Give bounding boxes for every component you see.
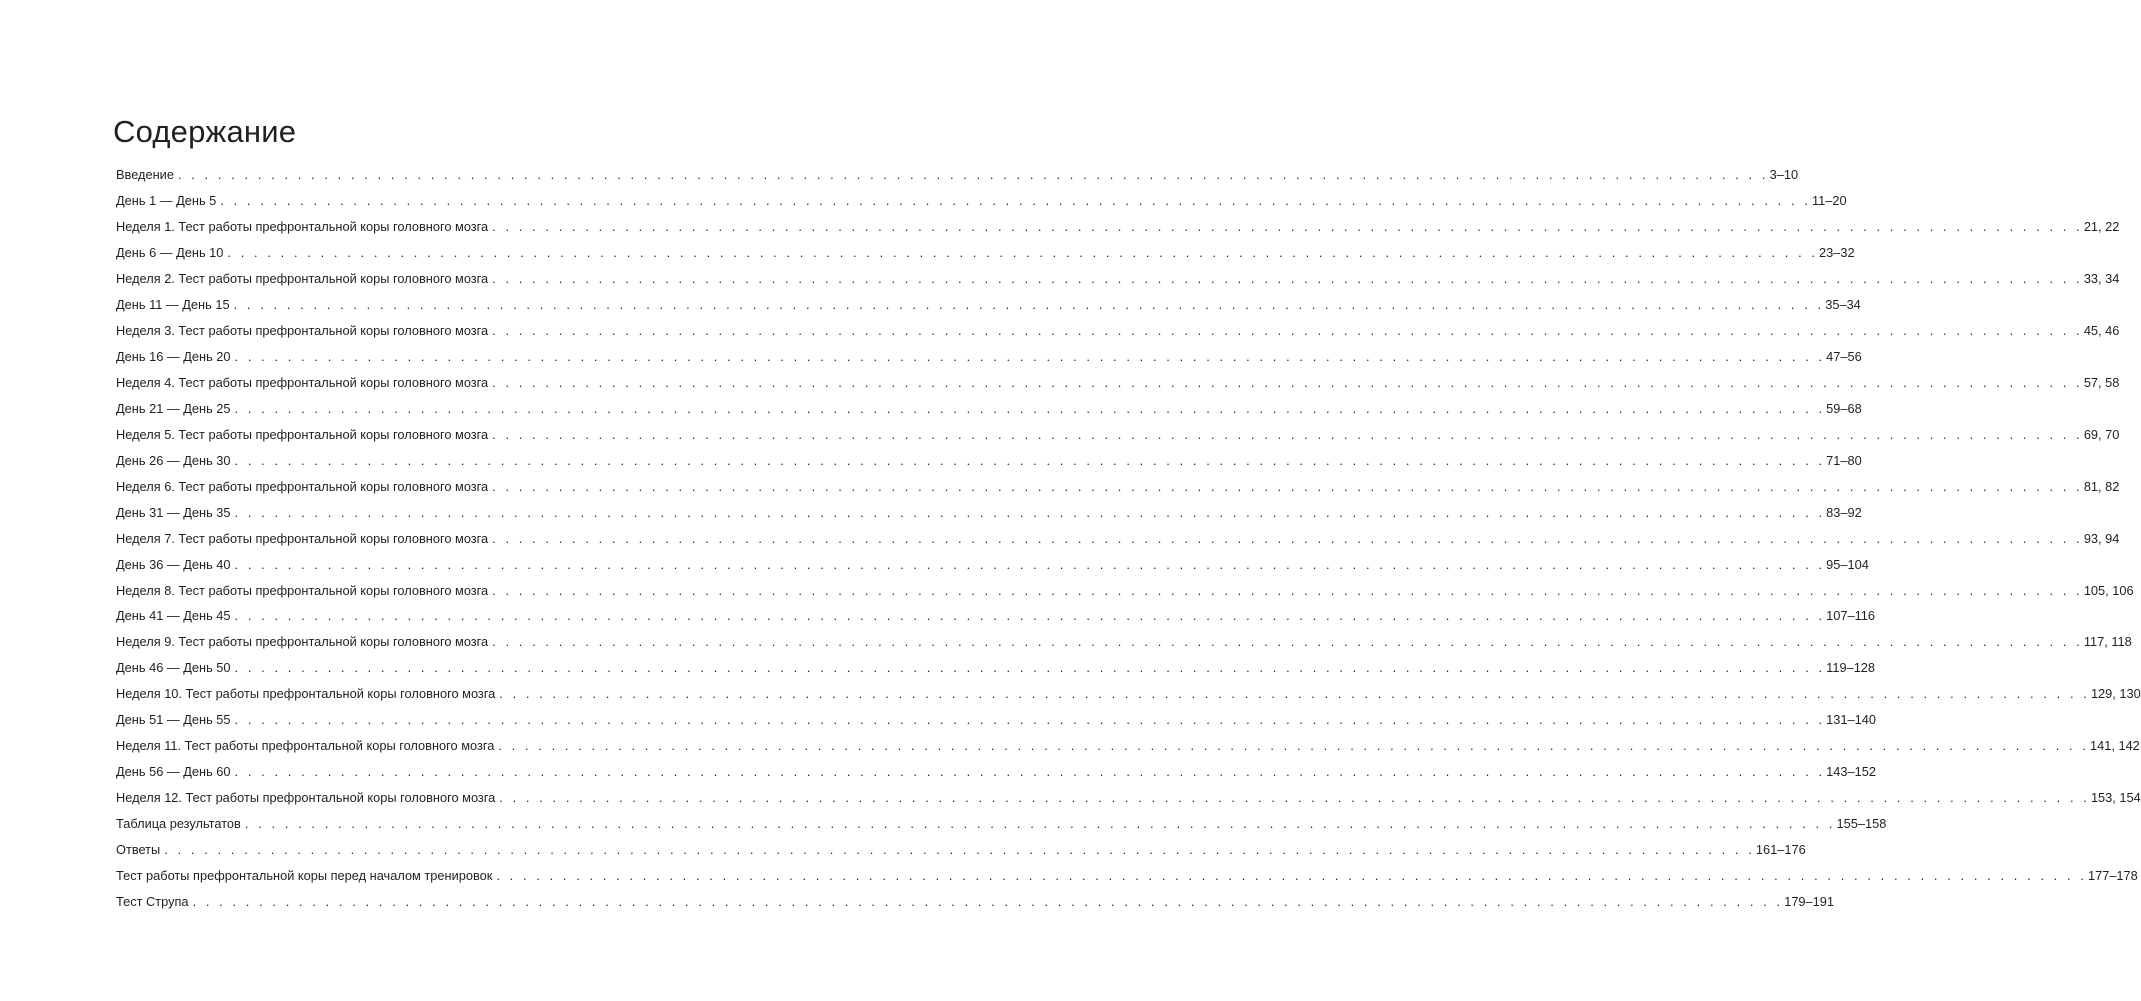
toc-entry-page-range: 119–128 bbox=[1826, 660, 1876, 676]
dot-leader: . . . . . . . . . . . . . . . . . . . . . . . . . . . . . . . . . . . . . . . . . . . . . . . . . . . . . . . . . . . . . . . . . . . . . . . . . . . . . . . . . . . . . . . . . . . . . . . . . . . . . . . . . . . . . . . . . . . . . . . . bbox=[234, 712, 1826, 728]
toc-entry-page-range: 107–116 bbox=[1826, 608, 1876, 624]
toc-entry-page-range: 131–140 bbox=[1826, 712, 1876, 728]
toc-entry bbox=[116, 243, 1855, 269]
toc-entry-label: Неделя 2. Тест работы префронтальной коры головного мозга bbox=[116, 270, 489, 286]
dot-leader: . . . . . . . . . . . . . . . . . . . . . . . . . . . . . . . . . . . . . . . . . . . . . . . . . . . . . . . . . . . . . . . . . . . . . . . . . . . . . . . . . . . . . . . . . . . . . . . . . . . . . . . . . . . . . . . . . . . . . . . . bbox=[498, 738, 2089, 754]
toc-entry-label: Неделя 1. Тест работы префронтальной коры головного мозга bbox=[116, 218, 489, 234]
toc-entry-page-range: 21, 22 bbox=[2083, 218, 2120, 234]
dot-leader: . . . . . . . . . . . . . . . . . . . . . . . . . . . . . . . . . . . . . . . . . . . . . . . . . . . . . . . . . . . . . . . . . . . . . . . . . . . . . . . . . . . . . . . . . . . . . . . . . . . . . . . . . . . . . . . . . . . . . . . . bbox=[177, 167, 1769, 182]
dot-leader: . . . . . . . . . . . . . . . . . . . . . . . . . . . . . . . . . . . . . . . . . . . . . . . . . . . . . . . . . . . . . . . . . . . . . . . . . . . . . . . . . . . . . . . . . . . . . . . . . . . . . . . . . . . . . . . . . . . . . . . . bbox=[164, 842, 1755, 858]
toc-entry bbox=[116, 684, 2141, 710]
toc-entry bbox=[116, 892, 1835, 918]
dot-leader: . . . . . . . . . . . . . . . . . . . . . . . . . . . . . . . . . . . . . . . . . . . . . . . . . . . . . . . . . . . . . . . . . . . . . . . . . . . . . . . . . . . . . . . . . . . . . . . . . . . . . . . . . . . . . . . . . . . . . . . . bbox=[492, 582, 2083, 598]
toc-entry bbox=[116, 736, 2140, 762]
toc-entry-page-range: 179–191 bbox=[1784, 894, 1835, 910]
toc-entry-label: Тест работы префронтальной коры перед началом тренировок bbox=[116, 868, 493, 884]
dot-leader: . . . . . . . . . . . . . . . . . . . . . . . . . . . . . . . . . . . . . . . . . . . . . . . . . . . . . . . . . . . . . . . . . . . . . . . . . . . . . . . . . . . . . . . . . . . . . . . . . . . . . . . . . . . . . . . . . . . . . . . . bbox=[227, 244, 1819, 260]
toc-entry bbox=[116, 321, 2120, 347]
toc-entry bbox=[116, 658, 1876, 684]
dot-leader: . . . . . . . . . . . . . . . . . . . . . . . . . . . . . . . . . . . . . . . . . . . . . . . . . . . . . . . . . . . . . . . . . . . . . . . . . . . . . . . . . . . . . . . . . . . . . . . . . . . . . . . . . . . . . . . . . . . . . . . . bbox=[492, 426, 2083, 442]
toc-entry-label: Неделя 9. Тест работы префронтальной коры головного мозга bbox=[116, 634, 489, 650]
toc-entry bbox=[116, 425, 2120, 451]
toc-entry bbox=[116, 581, 2134, 607]
toc-entry-label: Неделя 3. Тест работы префронтальной коры головного мозга bbox=[116, 322, 489, 338]
dot-leader: . . . . . . . . . . . . . . . . . . . . . . . . . . . . . . . . . . . . . . . . . . . . . . . . . . . . . . . . . . . . . . . . . . . . . . . . . . . . . . . . . . . . . . . . . . . . . . . . . . . . . . . . . . . . . . . . . . . . . . . . bbox=[499, 686, 2090, 702]
toc-entry-label: День 46 — День 50 bbox=[116, 660, 231, 676]
toc-entry bbox=[116, 529, 2120, 555]
toc-entry-label: Ответы bbox=[116, 842, 161, 858]
toc-entry-label: День 21 — День 25 bbox=[116, 400, 231, 416]
toc-entry-label: Неделя 7. Тест работы префронтальной коры головного мозга bbox=[116, 530, 489, 546]
dot-leader: . . . . . . . . . . . . . . . . . . . . . . . . . . . . . . . . . . . . . . . . . . . . . . . . . . . . . . . . . . . . . . . . . . . . . . . . . . . . . . . . . . . . . . . . . . . . . . . . . . . . . . . . . . . . . . . . . . . . . . . . bbox=[234, 556, 1826, 572]
table-of-contents bbox=[116, 165, 2141, 918]
toc-entry-page-range: 117, 118 bbox=[2083, 634, 2132, 650]
dot-leader: . . . . . . . . . . . . . . . . . . . . . . . . . . . . . . . . . . . . . . . . . . . . . . . . . . . . . . . . . . . . . . . . . . . . . . . . . . . . . . . . . . . . . . . . . . . . . . . . . . . . . . . . . . . . . . . . . . . . . . . . bbox=[492, 478, 2083, 494]
dot-leader: . . . . . . . . . . . . . . . . . . . . . . . . . . . . . . . . . . . . . . . . . . . . . . . . . . . . . . . . . . . . . . . . . . . . . . . . . . . . . . . . . . . . . . . . . . . . . . . . . . . . . . . . . . . . . . . . . . . . . . . . bbox=[244, 816, 1836, 832]
toc-entry-label: Неделя 6. Тест работы префронтальной коры головного мозга bbox=[116, 478, 489, 494]
toc-entry bbox=[116, 373, 2120, 399]
toc-entry-label: День 51 — День 55 bbox=[116, 712, 231, 728]
toc-entry bbox=[116, 840, 1806, 866]
toc-entry-label: День 31 — День 35 bbox=[116, 504, 231, 520]
toc-entry-label: Введение bbox=[116, 167, 174, 182]
toc-entry bbox=[116, 606, 1876, 632]
toc-entry bbox=[116, 165, 1799, 191]
toc-entry-page-range: 23–32 bbox=[1819, 244, 1855, 260]
dot-leader: . . . . . . . . . . . . . . . . . . . . . . . . . . . . . . . . . . . . . . . . . . . . . . . . . . . . . . . . . . . . . . . . . . . . . . . . . . . . . . . . . . . . . . . . . . . . . . . . . . . . . . . . . . . . . . . . . . . . . . . . bbox=[499, 790, 2090, 806]
toc-entry-page-range: 45, 46 bbox=[2083, 322, 2120, 338]
toc-entry-page-range: 105, 106 bbox=[2083, 582, 2134, 598]
toc-entry-label: День 1 — День 5 bbox=[116, 192, 217, 208]
dot-leader: . . . . . . . . . . . . . . . . . . . . . . . . . . . . . . . . . . . . . . . . . . . . . . . . . . . . . . . . . . . . . . . . . . . . . . . . . . . . . . . . . . . . . . . . . . . . . . . . . . . . . . . . . . . . . . . . . . . . . . . . bbox=[234, 400, 1826, 416]
toc-entry-label: День 16 — День 20 bbox=[116, 348, 231, 364]
dot-leader: . . . . . . . . . . . . . . . . . . . . . . . . . . . . . . . . . . . . . . . . . . . . . . . . . . . . . . . . . . . . . . . . . . . . . . . . . . . . . . . . . . . . . . . . . . . . . . . . . . . . . . . . . . . . . . . . . . . . . . . . bbox=[192, 894, 1784, 910]
dot-leader: . . . . . . . . . . . . . . . . . . . . . . . . . . . . . . . . . . . . . . . . . . . . . . . . . . . . . . . . . . . . . . . . . . . . . . . . . . . . . . . . . . . . . . . . . . . . . . . . . . . . . . . . . . . . . . . . . . . . . . . . bbox=[492, 530, 2083, 546]
toc-entry bbox=[116, 295, 1861, 321]
toc-entry bbox=[116, 451, 1862, 477]
toc-entry bbox=[116, 555, 1869, 581]
toc-entry bbox=[116, 217, 2120, 243]
toc-entry-page-range: 47–56 bbox=[1826, 348, 1862, 364]
toc-entry-label: Неделя 4. Тест работы префронтальной коры головного мозга bbox=[116, 374, 489, 390]
toc-entry bbox=[116, 399, 1862, 425]
toc-entry-page-range: 161–176 bbox=[1755, 842, 1806, 858]
toc-entry bbox=[116, 269, 2120, 295]
toc-entry-page-range: 57, 58 bbox=[2083, 374, 2120, 390]
toc-entry-page-range: 95–104 bbox=[1826, 556, 1869, 572]
toc-entry-label: Неделя 10. Тест работы префронтальной коры головного мозга bbox=[116, 686, 496, 702]
toc-entry-page-range: 69, 70 bbox=[2083, 426, 2120, 442]
toc-entry-label: День 11 — День 15 bbox=[116, 296, 230, 312]
toc-entry bbox=[116, 762, 1876, 788]
toc-entry-label: Неделя 5. Тест работы префронтальной коры головного мозга bbox=[116, 426, 489, 442]
toc-entry-page-range: 141, 142 bbox=[2089, 738, 2140, 754]
toc-entry-page-range: 153, 154 bbox=[2090, 790, 2141, 806]
toc-entry-page-range: 83–92 bbox=[1826, 504, 1862, 520]
toc-entry bbox=[116, 632, 2132, 658]
toc-entry bbox=[116, 347, 1862, 373]
toc-entry-page-range: 143–152 bbox=[1826, 764, 1876, 780]
toc-entry-page-range: 93, 94 bbox=[2083, 530, 2120, 546]
dot-leader: . . . . . . . . . . . . . . . . . . . . . . . . . . . . . . . . . . . . . . . . . . . . . . . . . . . . . . . . . . . . . . . . . . . . . . . . . . . . . . . . . . . . . . . . . . . . . . . . . . . . . . . . . . . . . . . . . . . . . . . . bbox=[492, 374, 2083, 390]
dot-leader: . . . . . . . . . . . . . . . . . . . . . . . . . . . . . . . . . . . . . . . . . . . . . . . . . . . . . . . . . . . . . . . . . . . . . . . . . . . . . . . . . . . . . . . . . . . . . . . . . . . . . . . . . . . . . . . . . . . . . . . . bbox=[234, 660, 1826, 676]
dot-leader: . . . . . . . . . . . . . . . . . . . . . . . . . . . . . . . . . . . . . . . . . . . . . . . . . . . . . . . . . . . . . . . . . . . . . . . . . . . . . . . . . . . . . . . . . . . . . . . . . . . . . . . . . . . . . . . . . . . . . . . . bbox=[234, 348, 1826, 364]
dot-leader: . . . . . . . . . . . . . . . . . . . . . . . . . . . . . . . . . . . . . . . . . . . . . . . . . . . . . . . . . . . . . . . . . . . . . . . . . . . . . . . . . . . . . . . . . . . . . . . . . . . . . . . . . . . . . . . . . . . . . . . . bbox=[492, 270, 2083, 286]
toc-entry-page-range: 177–178 bbox=[2087, 868, 2138, 884]
toc-entry bbox=[116, 503, 1862, 529]
dot-leader: . . . . . . . . . . . . . . . . . . . . . . . . . . . . . . . . . . . . . . . . . . . . . . . . . . . . . . . . . . . . . . . . . . . . . . . . . . . . . . . . . . . . . . . . . . . . . . . . . . . . . . . . . . . . . . . . . . . . . . . . bbox=[492, 634, 2083, 650]
toc-entry bbox=[116, 710, 1876, 736]
dot-leader: . . . . . . . . . . . . . . . . . . . . . . . . . . . . . . . . . . . . . . . . . . . . . . . . . . . . . . . . . . . . . . . . . . . . . . . . . . . . . . . . . . . . . . . . . . . . . . . . . . . . . . . . . . . . . . . . . . . . . . . . bbox=[220, 192, 1811, 208]
toc-entry-label: День 36 — День 40 bbox=[116, 556, 231, 572]
toc-entry-label: Неделя 8. Тест работы префронтальной коры головного мозга bbox=[116, 582, 489, 598]
toc-entry-label: Таблица результатов bbox=[116, 816, 241, 832]
dot-leader: . . . . . . . . . . . . . . . . . . . . . . . . . . . . . . . . . . . . . . . . . . . . . . . . . . . . . . . . . . . . . . . . . . . . . . . . . . . . . . . . . . . . . . . . . . . . . . . . . . . . . . . . . . . . . . . . . . . . . . . . bbox=[492, 322, 2083, 338]
toc-entry-page-range: 71–80 bbox=[1826, 452, 1862, 468]
toc-entry bbox=[116, 191, 1847, 217]
toc-entry-page-range: 59–68 bbox=[1826, 400, 1862, 416]
toc-entry-label: Неделя 11. Тест работы префронтальной коры головного мозга bbox=[116, 738, 495, 754]
toc-entry bbox=[116, 866, 2138, 892]
toc-entry-page-range: 11–20 bbox=[1811, 192, 1847, 208]
toc-entry-label: День 26 — День 30 bbox=[116, 452, 231, 468]
toc-entry bbox=[116, 814, 1887, 840]
toc-entry-label: Тест Струпа bbox=[116, 894, 189, 910]
toc-entry-label: День 41 — День 45 bbox=[116, 608, 231, 624]
toc-entry-page-range: 35–34 bbox=[1825, 296, 1861, 312]
dot-leader: . . . . . . . . . . . . . . . . . . . . . . . . . . . . . . . . . . . . . . . . . . . . . . . . . . . . . . . . . . . . . . . . . . . . . . . . . . . . . . . . . . . . . . . . . . . . . . . . . . . . . . . . . . . . . . . . . . . . . . . . bbox=[496, 868, 2087, 884]
toc-entry-page-range: 33, 34 bbox=[2083, 270, 2120, 286]
dot-leader: . . . . . . . . . . . . . . . . . . . . . . . . . . . . . . . . . . . . . . . . . . . . . . . . . . . . . . . . . . . . . . . . . . . . . . . . . . . . . . . . . . . . . . . . . . . . . . . . . . . . . . . . . . . . . . . . . . . . . . . . bbox=[492, 218, 2083, 234]
dot-leader: . . . . . . . . . . . . . . . . . . . . . . . . . . . . . . . . . . . . . . . . . . . . . . . . . . . . . . . . . . . . . . . . . . . . . . . . . . . . . . . . . . . . . . . . . . . . . . . . . . . . . . . . . . . . . . . . . . . . . . . . bbox=[234, 504, 1826, 520]
toc-entry-page-range: 129, 130 bbox=[2090, 686, 2141, 702]
toc-entry-page-range: 155–158 bbox=[1836, 816, 1887, 832]
toc-entry-page-range: 81, 82 bbox=[2083, 478, 2120, 494]
toc-entry-label: День 6 — День 10 bbox=[116, 244, 224, 260]
toc-entry-label: Неделя 12. Тест работы префронтальной коры головного мозга bbox=[116, 790, 496, 806]
toc-entry-page-range: 3–10 bbox=[1769, 167, 1799, 182]
dot-leader: . . . . . . . . . . . . . . . . . . . . . . . . . . . . . . . . . . . . . . . . . . . . . . . . . . . . . . . . . . . . . . . . . . . . . . . . . . . . . . . . . . . . . . . . . . . . . . . . . . . . . . . . . . . . . . . . . . . . . . . . bbox=[234, 608, 1826, 624]
dot-leader: . . . . . . . . . . . . . . . . . . . . . . . . . . . . . . . . . . . . . . . . . . . . . . . . . . . . . . . . . . . . . . . . . . . . . . . . . . . . . . . . . . . . . . . . . . . . . . . . . . . . . . . . . . . . . . . . . . . . . . . . bbox=[234, 764, 1826, 780]
toc-entry-label: День 56 — День 60 bbox=[116, 764, 231, 780]
page-title: Содержание bbox=[113, 114, 297, 149]
toc-entry bbox=[116, 788, 2141, 814]
toc-entry bbox=[116, 477, 2120, 503]
dot-leader: . . . . . . . . . . . . . . . . . . . . . . . . . . . . . . . . . . . . . . . . . . . . . . . . . . . . . . . . . . . . . . . . . . . . . . . . . . . . . . . . . . . . . . . . . . . . . . . . . . . . . . . . . . . . . . . . . . . . . . . . bbox=[233, 296, 1825, 312]
dot-leader: . . . . . . . . . . . . . . . . . . . . . . . . . . . . . . . . . . . . . . . . . . . . . . . . . . . . . . . . . . . . . . . . . . . . . . . . . . . . . . . . . . . . . . . . . . . . . . . . . . . . . . . . . . . . . . . . . . . . . . . . bbox=[234, 452, 1826, 468]
